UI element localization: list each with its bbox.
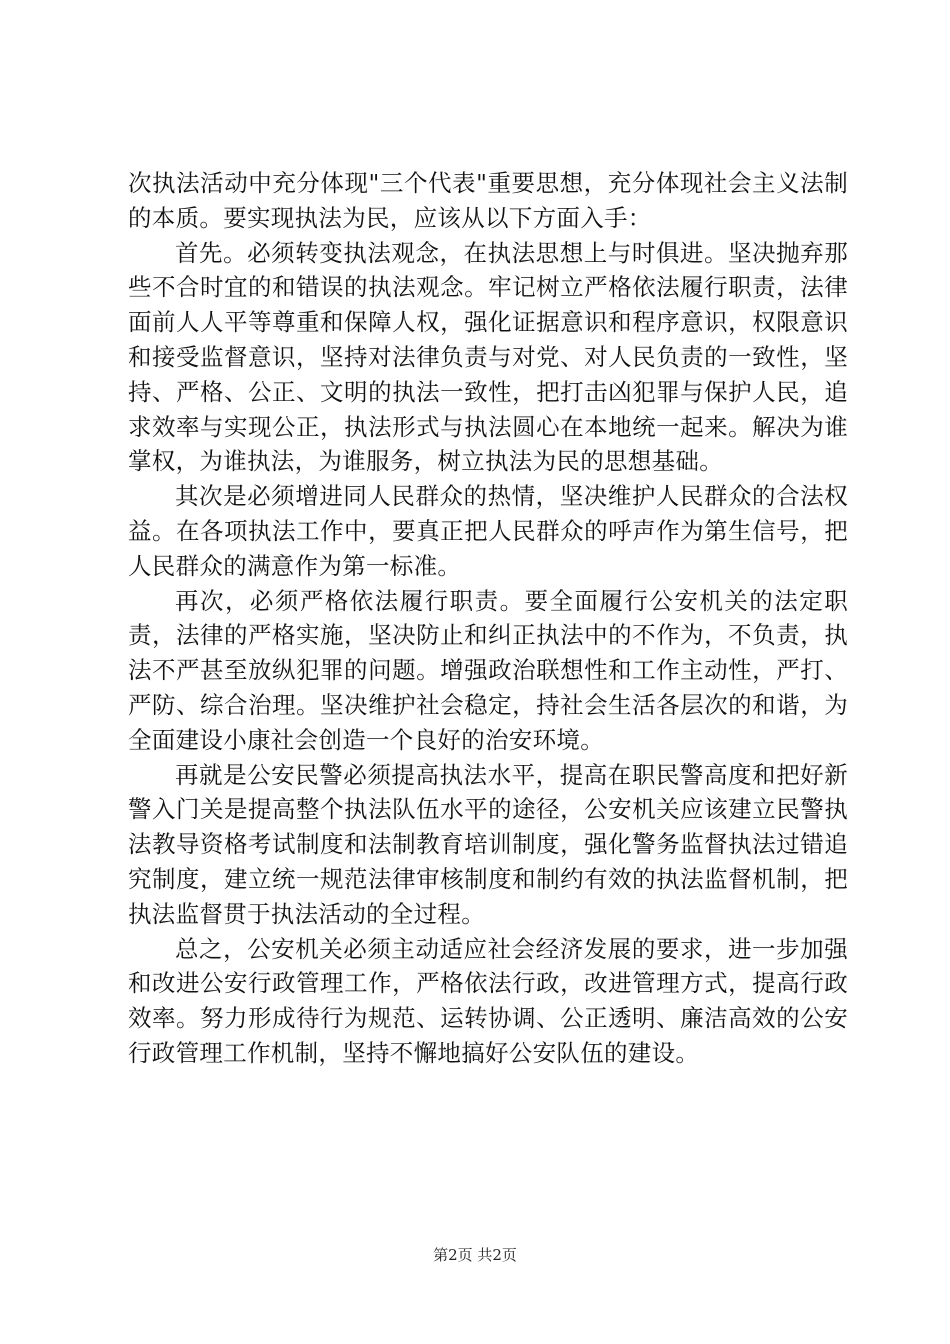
- paragraph-third-point: 再次，必须严格依法履行职责。要全面履行公安机关的法定职责，法律的严格实施，坚决防止和纠正执法中的不作为，不负责，执法不严甚至放纵犯罪的问题。增强政治联想性和工作主动性，严打、严防、综合治理。坚决维护社会稳定，持社会生活各层次的和谐，为全面建设小康社会创造一个良好的治安环境。: [128, 586, 848, 754]
- page-number-footer: 第2页 共2页: [433, 1246, 517, 1264]
- paragraph-conclusion: 总之，公安机关必须主动适应社会经济发展的要求，进一步加强和改进公安行政管理工作，严格依法行政，改进管理方式，提高行政效率。努力形成待行为规范、运转协调、公正透明、廉洁高效的公安行政管理工作机制，坚持不懈地搞好公安队伍的建设。: [128, 934, 848, 1067]
- paragraph-second-point: 其次是必须增进同人民群众的热情，坚决维护人民群众的合法权益。在各项执法工作中，要真正把人民群众的呼声作为第生信号，把人民群众的满意作为第一标准。: [128, 482, 848, 580]
- paragraph-continuation: 次执法活动中充分体现"三个代表"重要思想，充分体现社会主义法制的本质。要实现执法为民，应该从以下方面入手：: [128, 169, 848, 232]
- paragraph-fourth-point: 再就是公安民警必须提高执法水平，提高在职民警高度和把好新警入门关是提高整个执法队伍水平的途径，公安机关应该建立民警执法教导资格考试制度和法制教育培训制度，强化警务监督执法过错追究制度，建立统一规范法律审核制度和制约有效的执法监督机制，把执法监督贯于执法活动的全过程。: [128, 760, 848, 928]
- document-body: [128, 166, 848, 1071]
- paragraph-first-point: 首先。必须转变执法观念，在执法思想上与时俱进。坚决抛弃那些不合时宜的和错误的执法观念。牢记树立严格依法履行职责，法律面前人人平等尊重和保障人权，强化证据意识和程序意识，权限意识和接受监督意识，坚持对法律负责与对党、对人民负责的一致性，坚持、严格、公正、文明的执法一致性，把打击凶犯罪与保护人民，追求效率与实现公正，执法形式与执法圆心在本地统一起来。解决为谁掌权，为谁执法，为谁服务，树立执法为民的思想基础。: [128, 238, 848, 476]
